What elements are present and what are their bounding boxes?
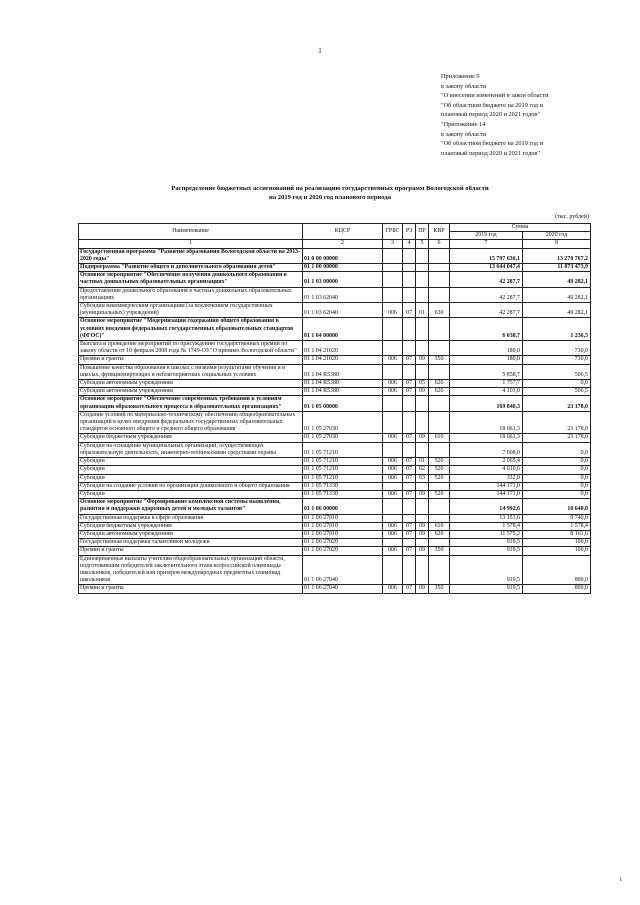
cell-kvr: 620 (429, 388, 450, 396)
cell-pr (416, 396, 429, 411)
cell-name: Премии и гранты (79, 585, 303, 593)
cell-sum-2019: 42 287,7 (450, 287, 523, 302)
cell-rz (403, 364, 416, 379)
cell-pr (416, 539, 429, 547)
header-kvr: КВР (429, 224, 450, 240)
header-sum: Сумма (450, 224, 591, 232)
table-row (79, 474, 591, 482)
cell-name: Государственная программа "Развитие образования Вологодской области на 2013-2020 годы" (79, 248, 303, 263)
table-row (79, 490, 591, 498)
cell-sum-2020: 0,0 (523, 466, 591, 474)
table-header-row (79, 224, 591, 232)
cell-sum-2020: 730,0 (523, 341, 591, 356)
cell-kvr: 520 (429, 474, 450, 482)
cell-name: Государственная поддержка в сфере образования (79, 514, 303, 522)
header-year-2019: 2019 год (450, 232, 523, 240)
cell-name: Субсидии некоммерческим организациям (за исключением государственных (муниципальных) учреждений) (79, 303, 303, 318)
cell-grbs (383, 555, 403, 585)
cell-pr (416, 442, 429, 457)
table-row (79, 539, 591, 547)
cell-kcsr: 01 1 06 27010 (303, 530, 383, 538)
column-number: 1 (79, 240, 303, 248)
appendix-line: плановый период 2020 и 2021 годов" (441, 111, 540, 119)
table-row (79, 482, 591, 490)
cell-kcsr: 01 1 04 00000 (303, 318, 383, 341)
cell-kvr (429, 364, 450, 379)
cell-sum-2019: 13 153,6 (450, 514, 523, 522)
cell-rz (403, 482, 416, 490)
cell-grbs (383, 514, 403, 522)
cell-grbs: 006 (383, 585, 403, 593)
cell-grbs: 006 (383, 380, 403, 388)
cell-name: Субсидии автономным учреждениям (79, 380, 303, 388)
cell-kcsr: 01 1 03 62040 (303, 287, 383, 302)
cell-name: Премии и гранты (79, 547, 303, 555)
cell-rz: 07 (403, 466, 416, 474)
column-numbers-row (79, 240, 591, 248)
cell-kcsr: 01 1 05 27030 (303, 434, 383, 442)
table-row (79, 303, 591, 318)
cell-kvr (429, 555, 450, 585)
cell-kcsr: 01 1 05 71210 (303, 442, 383, 457)
cell-sum-2020: 0,0 (523, 458, 591, 466)
cell-sum-2019: 144 171,0 (450, 490, 523, 498)
cell-pr (416, 264, 429, 272)
cell-name: Выплата и проведение мероприятий по присуждению государственных премий по закону области от 10 февраля 2008 года № 1749-ОЗ "О премиях Вологодской области" (79, 341, 303, 356)
cell-name: Субсидии автономным учреждениям (79, 530, 303, 538)
appendix-line: к закону области (441, 82, 486, 90)
cell-sum-2019: 2 065,4 (450, 458, 523, 466)
cell-grbs (383, 499, 403, 514)
cell-kvr (429, 341, 450, 356)
table-row (79, 585, 591, 593)
cell-sum-2019: 11 575,2 (450, 530, 523, 538)
cell-sum-2020: 49 282,1 (523, 287, 591, 302)
cell-sum-2020: 0,0 (523, 490, 591, 498)
cell-kcsr: 01 1 04 R5380 (303, 380, 383, 388)
table-row (79, 411, 591, 434)
cell-sum-2020: 0,0 (523, 482, 591, 490)
cell-kvr: 610 (429, 434, 450, 442)
cell-rz: 07 (403, 380, 416, 388)
cell-sum-2020: 0,0 (523, 442, 591, 457)
column-number: 3 (383, 240, 403, 248)
cell-pr (416, 272, 429, 287)
cell-kcsr: 01 1 06 27020 (303, 547, 383, 555)
cell-kvr (429, 287, 450, 302)
cell-pr: 09 (416, 547, 429, 555)
cell-rz: 07 (403, 522, 416, 530)
cell-name: Субсидии на создание условий по организации дошкольного и общего образования (79, 482, 303, 490)
cell-name: Предоставление дошкольного образования в частных дошкольных образовательных организациях (79, 287, 303, 302)
cell-rz: 07 (403, 388, 416, 396)
cell-grbs: 006 (383, 458, 403, 466)
cell-name: Субсидии на оснащение муниципальных организаций, осуществляющих образовательную деятельность, инженерно-техническими средствами охраны (79, 442, 303, 457)
cell-grbs (383, 264, 403, 272)
cell-sum-2020: 1 578,4 (523, 522, 591, 530)
header-name: Наименование (79, 224, 303, 240)
cell-name: Субсидии (79, 466, 303, 474)
cell-pr: 09 (416, 434, 429, 442)
cell-grbs: 006 (383, 547, 403, 555)
table-row (79, 248, 591, 263)
column-number: 2 (303, 240, 383, 248)
table-row (79, 514, 591, 522)
appendix-line: "О внесении изменений в закон области (441, 92, 549, 100)
cell-pr: 09 (416, 388, 429, 396)
cell-kvr (429, 248, 450, 263)
cell-kvr (429, 482, 450, 490)
cell-sum-2019: 7 008,0 (450, 442, 523, 457)
cell-kvr (429, 411, 450, 434)
cell-sum-2019: 919,5 (450, 585, 523, 593)
cell-grbs: 006 (383, 303, 403, 318)
cell-kcsr: 01 1 06 00000 (303, 499, 383, 514)
cell-pr (416, 248, 429, 263)
cell-kvr: 620 (429, 530, 450, 538)
cell-name: Основное мероприятие "Обеспечение получения дошкольного образования в частных дошкольных образовательных организациях" (79, 272, 303, 287)
cell-sum-2019: 4 101,0 (450, 388, 523, 396)
cell-grbs: 006 (383, 434, 403, 442)
cell-sum-2019: 18 661,3 (450, 411, 523, 434)
cell-kvr: 630 (429, 303, 450, 318)
cell-kvr: 350 (429, 585, 450, 593)
cell-pr: 09 (416, 522, 429, 530)
cell-rz (403, 318, 416, 341)
cell-kcsr: 01 1 00 00000 (303, 264, 383, 272)
cell-kcsr: 01 1 06 27010 (303, 522, 383, 530)
cell-grbs: 006 (383, 466, 403, 474)
header-rz: РЗ (403, 224, 416, 240)
cell-kcsr: 01 0 00 00000 (303, 248, 383, 263)
title-line-2: на 2019 год и 2020 год планового периода (269, 194, 391, 201)
cell-kvr: 520 (429, 490, 450, 498)
cell-sum-2020: 23 178,0 (523, 396, 591, 411)
table-row (79, 341, 591, 356)
table-row (79, 530, 591, 538)
cell-rz: 07 (403, 458, 416, 466)
header-kcsr: КЦСР (303, 224, 383, 240)
cell-sum-2019: 5 858,7 (450, 364, 523, 379)
table-row (79, 547, 591, 555)
cell-sum-2020: 23 178,0 (523, 434, 591, 442)
cell-rz (403, 341, 416, 356)
header-grbs: ГРБС (383, 224, 403, 240)
cell-pr (416, 482, 429, 490)
cell-kcsr: 01 1 04 R5380 (303, 364, 383, 379)
cell-sum-2019: 18 661,3 (450, 434, 523, 442)
appendix-line: плановый период 2020 и 2021 годов" (441, 149, 540, 157)
appendix-line: "Об областном бюджете на 2019 год и (441, 140, 543, 148)
cell-sum-2020: 1 236,5 (523, 318, 591, 341)
cell-rz (403, 499, 416, 514)
cell-grbs (383, 364, 403, 379)
cell-grbs (383, 396, 403, 411)
cell-sum-2020: 0,0 (523, 474, 591, 482)
cell-rz: 07 (403, 303, 416, 318)
cell-name: Основное мероприятие "Модернизация содержания общего образования в условиях введения федеральных государственных образовательных стандартов (ФГОС)" (79, 318, 303, 341)
cell-name: Премии и гранты (79, 356, 303, 364)
cell-pr: 01 (416, 458, 429, 466)
cell-grbs: 006 (383, 474, 403, 482)
cell-rz (403, 272, 416, 287)
cell-grbs: 006 (383, 356, 403, 364)
appendix-line: Приложение 9 (441, 73, 480, 80)
document-title (120, 184, 540, 202)
cell-pr: 03 (416, 474, 429, 482)
cell-sum-2020: 13 270 767,2 (523, 248, 591, 263)
cell-kcsr: 01 1 03 00000 (303, 272, 383, 287)
table-row (79, 442, 591, 457)
cell-rz (403, 396, 416, 411)
cell-sum-2019: 169 840,3 (450, 396, 523, 411)
table-row (79, 287, 591, 302)
cell-sum-2019: 1 578,4 (450, 522, 523, 530)
cell-grbs: 006 (383, 388, 403, 396)
cell-pr: 09 (416, 490, 429, 498)
cell-rz (403, 514, 416, 522)
cell-sum-2019: 13 644 047,4 (450, 264, 523, 272)
cell-sum-2019: 180,0 (450, 356, 523, 364)
cell-kcsr: 01 1 03 62040 (303, 303, 383, 318)
cell-kvr: 620 (429, 380, 450, 388)
cell-name: Создание условий по материально-техническому обеспечению общеобразовательных организаций в целях внедрения федеральных государственных образовательных стандартов основного общего и среднего общего образования (79, 411, 303, 434)
cell-name: Субсидии бюджетным учреждениям (79, 434, 303, 442)
table-row (79, 396, 591, 411)
cell-pr: 01 (416, 303, 429, 318)
cell-rz: 07 (403, 585, 416, 593)
cell-grbs (383, 248, 403, 263)
cell-sum-2020: 49 282,1 (523, 272, 591, 287)
cell-name: Субсидии бюджетным учреждениям (79, 522, 303, 530)
cell-rz: 07 (403, 490, 416, 498)
appendix-line: к закону области (441, 130, 486, 138)
cell-grbs: 006 (383, 530, 403, 538)
cell-kcsr: 01 1 04 21020 (303, 341, 383, 356)
cell-name: Субсидии (79, 474, 303, 482)
cell-grbs (383, 539, 403, 547)
cell-kcsr: 01 1 05 00000 (303, 396, 383, 411)
cell-kcsr: 01 1 06 27010 (303, 514, 383, 522)
table-row (79, 555, 591, 585)
cell-rz (403, 411, 416, 434)
cell-pr: 09 (416, 530, 429, 538)
cell-grbs (383, 287, 403, 302)
cell-name: Единовременные выплаты учителям общеобразовательных организаций области, подготовившим победителей заключительного этапа всероссийской олимпиады школьников, победителей или призеров международных предметных олимпиад школьников (79, 555, 303, 585)
cell-sum-2019: 6 038,7 (450, 318, 523, 341)
table-row (79, 434, 591, 442)
column-number: 5 (416, 240, 429, 248)
cell-name: Государственная поддержка талантливой молодежи (79, 539, 303, 547)
cell-rz: 07 (403, 474, 416, 482)
budget-table (78, 223, 591, 594)
cell-sum-2020: 9 740,0 (523, 514, 591, 522)
cell-kcsr: 01 1 05 71210 (303, 466, 383, 474)
title-line-1: Распределение бюджетных ассигнований на реализацию государственных программ Вологодской области (171, 185, 489, 192)
cell-sum-2020: 506,5 (523, 364, 591, 379)
appendix-line: "Приложение 14 (441, 120, 486, 128)
cell-kvr (429, 499, 450, 514)
cell-kcsr: 01 1 06 27040 (303, 555, 383, 585)
cell-grbs (383, 411, 403, 434)
cell-kvr: 350 (429, 356, 450, 364)
cell-sum-2019: 180,0 (450, 341, 523, 356)
cell-sum-2020: 0,0 (523, 380, 591, 388)
table-row (79, 522, 591, 530)
cell-rz: 07 (403, 356, 416, 364)
cell-pr (416, 514, 429, 522)
cell-sum-2019: 15 797 636,1 (450, 248, 523, 263)
cell-name: Субсидии (79, 458, 303, 466)
cell-grbs: 006 (383, 490, 403, 498)
cell-sum-2020: 11 873 473,9 (523, 264, 591, 272)
table-row (79, 318, 591, 341)
cell-kcsr: 01 1 04 21020 (303, 356, 383, 364)
cell-pr: 09 (416, 356, 429, 364)
cell-rz (403, 555, 416, 585)
cell-kcsr: 01 1 05 71210 (303, 474, 383, 482)
cell-kcsr: 01 1 06 27020 (303, 539, 383, 547)
appendix-line: "Об областном бюджете на 2019 год и (441, 101, 543, 109)
cell-pr (416, 318, 429, 341)
table-row (79, 466, 591, 474)
cell-sum-2020: 49 282,1 (523, 303, 591, 318)
cell-kcsr: 01 1 05 27030 (303, 411, 383, 434)
cell-name: Субсидии (79, 490, 303, 498)
column-number: 7 (450, 240, 523, 248)
cell-sum-2019: 4 610,6 (450, 466, 523, 474)
cell-kcsr: 01 1 05 71210 (303, 458, 383, 466)
cell-sum-2019: 42 287,7 (450, 272, 523, 287)
cell-sum-2019: 14 992,6 (450, 499, 523, 514)
cell-kcsr: 01 1 06 27040 (303, 585, 383, 593)
cell-kvr (429, 264, 450, 272)
cell-sum-2019: 332,0 (450, 474, 523, 482)
cell-kvr: 520 (429, 466, 450, 474)
table-row (79, 364, 591, 379)
cell-grbs (383, 318, 403, 341)
cell-grbs (383, 341, 403, 356)
cell-sum-2020: 506,5 (523, 388, 591, 396)
cell-rz: 07 (403, 530, 416, 538)
cell-pr (416, 364, 429, 379)
cell-rz (403, 539, 416, 547)
cell-grbs (383, 442, 403, 457)
cell-kvr: 610 (429, 522, 450, 530)
cell-sum-2020: 730,0 (523, 356, 591, 364)
column-number: 8 (523, 240, 591, 248)
cell-kcsr: 01 1 05 71330 (303, 490, 383, 498)
cell-pr: 09 (416, 585, 429, 593)
cell-name: Субсидии автономным учреждениям (79, 388, 303, 396)
column-number: 6 (429, 240, 450, 248)
header-pr: ПР (416, 224, 429, 240)
cell-kvr (429, 514, 450, 522)
cell-rz: 07 (403, 547, 416, 555)
cell-pr (416, 411, 429, 434)
cell-pr (416, 499, 429, 514)
cell-sum-2019: 919,5 (450, 539, 523, 547)
table-row (79, 458, 591, 466)
cell-name: Основное мероприятие "Обеспечение современных требований к условиям организации образовательного процесса в образовательных организациях" (79, 396, 303, 411)
cell-sum-2019: 919,5 (450, 547, 523, 555)
table-row (79, 499, 591, 514)
cell-sum-2020: 100,0 (523, 547, 591, 555)
budget-table-body (79, 224, 591, 594)
corner-mark: 1 (619, 878, 622, 883)
cell-sum-2020: 10 640,0 (523, 499, 591, 514)
page-number: 1 (318, 47, 322, 55)
cell-pr (416, 555, 429, 585)
cell-sum-2019: 42 287,7 (450, 303, 523, 318)
cell-sum-2019: 1 757,7 (450, 380, 523, 388)
table-row (79, 388, 591, 396)
cell-rz (403, 442, 416, 457)
cell-sum-2020: 800,0 (523, 555, 591, 585)
cell-pr: 02 (416, 466, 429, 474)
cell-kvr (429, 442, 450, 457)
cell-sum-2020: 8 161,6 (523, 530, 591, 538)
cell-name: Повышение качества образования в школах с низкими результатами обучения и в школах, функционирующих в неблагоприятных социальных условиях (79, 364, 303, 379)
cell-rz (403, 287, 416, 302)
cell-grbs: 006 (383, 522, 403, 530)
units-label: (тыс. рублей) (555, 214, 589, 220)
cell-kcsr: 01 1 04 R5380 (303, 388, 383, 396)
header-year-2020: 2020 год (523, 232, 591, 240)
cell-pr: 05 (416, 380, 429, 388)
table-row (79, 272, 591, 287)
table-row (79, 264, 591, 272)
cell-sum-2020: 23 178,0 (523, 411, 591, 434)
cell-grbs (383, 272, 403, 287)
cell-grbs (383, 482, 403, 490)
cell-kvr (429, 272, 450, 287)
cell-name: Подпрограмма "Развитие общего и дополнительного образования детей" (79, 264, 303, 272)
cell-sum-2020: 100,0 (523, 539, 591, 547)
cell-sum-2020: 800,0 (523, 585, 591, 593)
cell-kcsr: 01 1 05 71330 (303, 482, 383, 490)
table-row (79, 356, 591, 364)
cell-pr (416, 341, 429, 356)
cell-kvr: 520 (429, 458, 450, 466)
table-row (79, 380, 591, 388)
cell-kvr (429, 539, 450, 547)
cell-sum-2019: 919,5 (450, 555, 523, 585)
cell-sum-2019: 144 171,0 (450, 482, 523, 490)
cell-kvr (429, 396, 450, 411)
cell-kvr: 350 (429, 547, 450, 555)
cell-name: Основное мероприятие "Формирование комплексной системы выявления, развития и поддержки одаренных детей и молодых талантов" (79, 499, 303, 514)
cell-kvr (429, 318, 450, 341)
cell-pr (416, 287, 429, 302)
column-number: 4 (403, 240, 416, 248)
cell-rz (403, 264, 416, 272)
cell-rz (403, 248, 416, 263)
cell-rz: 07 (403, 434, 416, 442)
appendix-block (441, 72, 631, 158)
